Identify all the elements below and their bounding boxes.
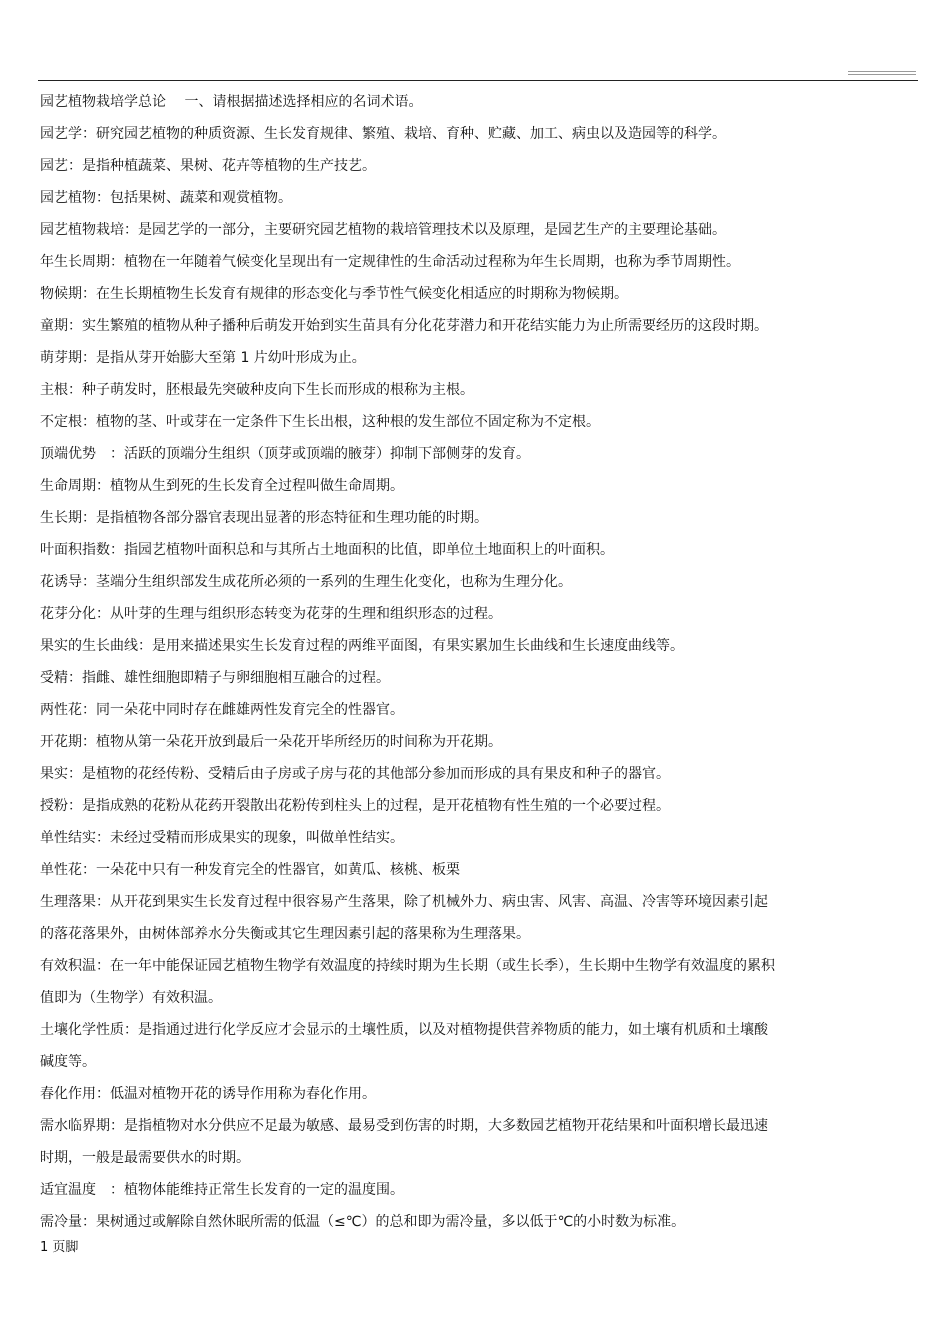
text-line: 园艺学：研究园艺植物的种质资源、生长发育规律、繁殖、栽培、育种、贮藏、加工、病虫以及造园等的科学。 — [40, 126, 726, 142]
document-body — [40, 86, 916, 1238]
text-line: 受精：指雌、雄性细胞即精子与卵细胞相互融合的过程。 — [40, 670, 390, 686]
text-line: 花诱导：茎端分生组织部发生成花所必须的一系列的生理生化变化，也称为生理分化。 — [40, 574, 572, 590]
text-line: 土壤化学性质：是指通过进行化学反应才会显示的土壤性质，以及对植物提供营养物质的能力，如土壤有机质和土壤酸 — [40, 1022, 768, 1038]
text-line: 物候期：在生长期植物生长发育有规律的形态变化与季节性气候变化相适应的时期称为物候期。 — [40, 286, 628, 302]
page-footer: 1 页脚 — [40, 1240, 79, 1255]
header-rule — [38, 80, 918, 81]
text-line: 授粉：是指成熟的花粉从花药开裂散出花粉传到柱头上的过程，是开花植物有性生殖的一个必要过程。 — [40, 798, 670, 814]
text-line: 有效积温：在一年中能保证园艺植物生物学有效温度的持续时期为生长期（或生长季），生长期中生物学有效温度的累积 — [40, 958, 775, 974]
text-line: 碱度等。 — [40, 1054, 96, 1070]
text-line: 主根：种子萌发时，胚根最先突破种皮向下生长而形成的根称为主根。 — [40, 382, 474, 398]
text-line: 需冷量：果树通过或解除自然休眠所需的低温（≤℃）的总和即为需冷量，多以低于℃的小时数为标准。 — [40, 1214, 686, 1230]
text-line: 花芽分化：从叶芽的生理与组织形态转变为花芽的生理和组织形态的过程。 — [40, 606, 502, 622]
text-line: 园艺植物栽培学总论 一、请根据描述选择相应的名词术语。 — [40, 94, 423, 110]
text-line: 园艺植物：包括果树、蔬菜和观赏植物。 — [40, 190, 292, 206]
text-line: 春化作用：低温对植物开花的诱导作用称为春化作用。 — [40, 1086, 376, 1102]
text-line: 年生长周期：植物在一年随着气候变化呈现出有一定规律性的生命活动过程称为年生长周期，也称为季节周期性。 — [40, 254, 740, 270]
text-line: 值即为（生物学）有效积温。 — [40, 990, 222, 1006]
text-line: 萌芽期：是指从芽开始膨大至第 1 片幼叶形成为止。 — [40, 350, 366, 366]
text-line: 单性结实：未经过受精而形成果实的现象，叫做单性结实。 — [40, 830, 404, 846]
header-corner-mark-bottom — [848, 74, 916, 75]
text-line: 果实的生长曲线：是用来描述果实生长发育过程的两维平面图，有果实累加生长曲线和生长速度曲线等。 — [40, 638, 684, 654]
text-line: 生长期：是指植物各部分器官表现出显著的形态特征和生理功能的时期。 — [40, 510, 488, 526]
text-line: 叶面积指数：指园艺植物叶面积总和与其所占土地面积的比值，即单位土地面积上的叶面积。 — [40, 542, 614, 558]
text-line: 顶端优势 ：活跃的顶端分生组织（顶芽或顶端的腋芽）抑制下部侧芽的发育。 — [40, 446, 530, 462]
header-corner-mark-top — [848, 71, 916, 72]
text-line: 单性花：一朵花中只有一种发育完全的性器官，如黄瓜、核桃、板栗 — [40, 862, 460, 878]
text-line: 的落花落果外，由树体部养水分失衡或其它生理因素引起的落果称为生理落果。 — [40, 926, 530, 942]
text-line: 果实：是植物的花经传粉、受精后由子房或子房与花的其他部分参加而形成的具有果皮和种子的器官。 — [40, 766, 670, 782]
text-line: 需水临界期：是指植物对水分供应不足最为敏感、最易受到伤害的时期，大多数园艺植物开花结果和叶面积增长最迅速 — [40, 1118, 768, 1134]
text-line: 园艺：是指种植蔬菜、果树、花卉等植物的生产技艺。 — [40, 158, 376, 174]
text-line: 生命周期：植物从生到死的生长发育全过程叫做生命周期。 — [40, 478, 404, 494]
text-line: 适宜温度 ：植物体能维持正常生长发育的一定的温度围。 — [40, 1182, 404, 1198]
text-line: 园艺植物栽培：是园艺学的一部分，主要研究园艺植物的栽培管理技术以及原理，是园艺生产的主要理论基础。 — [40, 222, 726, 238]
text-line: 不定根：植物的茎、叶或芽在一定条件下生长出根，这种根的发生部位不固定称为不定根。 — [40, 414, 600, 430]
text-line: 生理落果：从开花到果实生长发育过程中很容易产生落果，除了机械外力、病虫害、风害、高温、冷害等环境因素引起 — [40, 894, 768, 910]
text-line: 两性花：同一朵花中同时存在雌雄两性发育完全的性器官。 — [40, 702, 404, 718]
text-line: 开花期：植物从第一朵花开放到最后一朵花开毕所经历的时间称为开花期。 — [40, 734, 502, 750]
text-line: 时期，一般是最需要供水的时期。 — [40, 1150, 250, 1166]
text-line: 童期：实生繁殖的植物从种子播种后萌发开始到实生苗具有分化花芽潜力和开花结实能力为止所需要经历的这段时期。 — [40, 318, 768, 334]
